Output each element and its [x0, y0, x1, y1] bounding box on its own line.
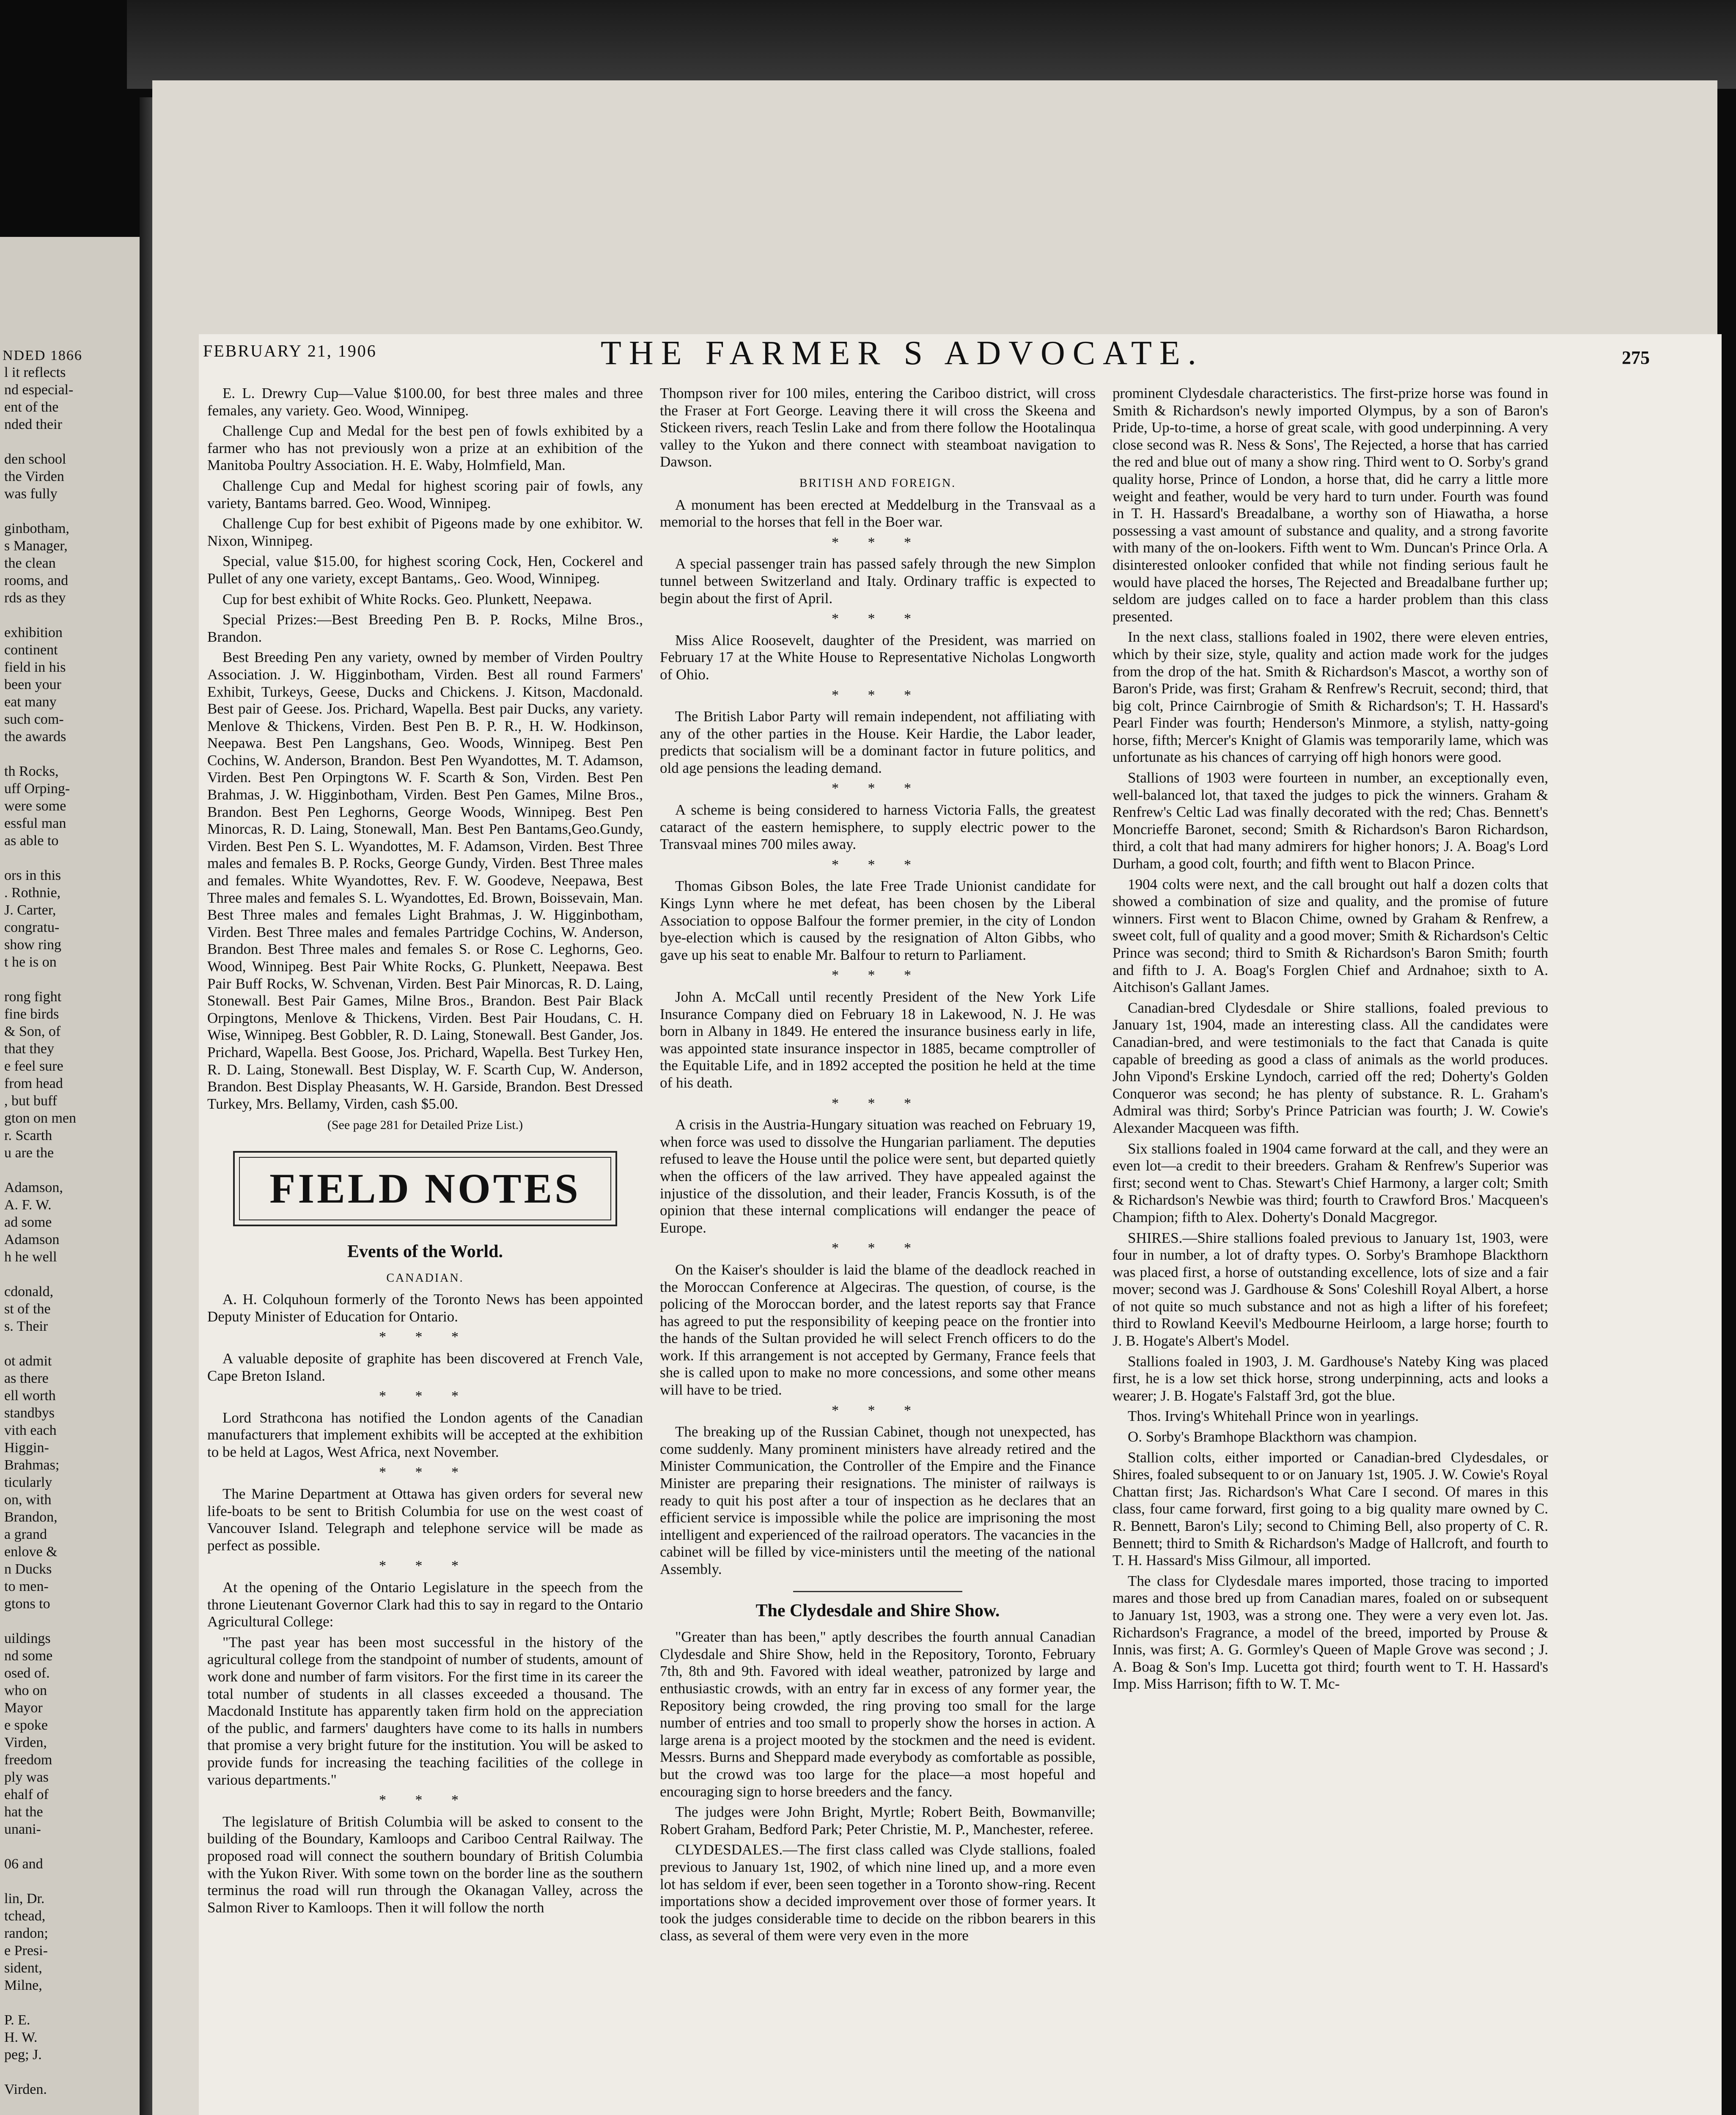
left-page-line: [0, 607, 140, 624]
left-page-line: Brandon,: [4, 1509, 58, 1525]
left-page-line: exhibition: [4, 625, 63, 640]
separator: * * *: [832, 1402, 924, 1418]
british-foreign-heading: BRITISH AND FOREIGN.: [799, 476, 956, 490]
left-page-line: unani-: [4, 1821, 41, 1837]
separator: * * *: [379, 1329, 471, 1345]
news-item: John A. McCall until recently President of the New York Life Insurance Company died on February 18 in Lakewood, N. J. He was born in Albany in 1849. He entered the insurance business early in life, was appointed state insurance inspector in 1885, became comptroller of the Equitable Life, and in 1892 accepted the position he held at the time of his death.: [660, 989, 1096, 1091]
paragraph: Challenge Cup and Medal for the best pen of fowls exhibited by a farmer who has not previously won a prize at an exhibition of the Manitoba Poultry Association. H. E. Waby, Holmfield, Man.: [207, 423, 643, 474]
left-page-line: [0, 433, 140, 450]
separator: * * *: [379, 1558, 471, 1574]
left-page-line: nded their: [4, 417, 62, 432]
left-page-line: gtons to: [4, 1596, 50, 1612]
left-page-line: essful man: [4, 816, 66, 831]
separator: * * *: [379, 1464, 471, 1480]
news-item: A special passenger train has passed safely through the new Simplon tunnel between Switzerland and Italy. Ordinary traffic is expected to begin about the first of April.: [660, 555, 1096, 607]
paragraph: Six stallions foaled in 1904 came forward at the call, and they were an even lot—a credit to their breeders. Graham & Renfrew's Superior was first; second went to Chas. Stewart's Chief Harmony, a larger colt; Smith & Richardson's Newbie was third; fourth to Crawford Bros.' Macqueen's Champion; fifth to Alex. Doherty's Donald Macgregor.: [1112, 1140, 1548, 1225]
paragraph: O. Sorby's Bramhope Blackthorn was champion.: [1128, 1428, 1417, 1445]
news-item: A valuable deposite of graphite has been discovered at French Vale, Cape Breton Island.: [207, 1350, 643, 1384]
left-page-line: continent: [4, 642, 58, 658]
left-page-line: sident,: [4, 1960, 42, 1976]
paragraph: Best Breeding Pen any variety, owned by member of Virden Poultry Association. J. W. Higginbotham, Virden. Best all round Farmers' Exhibit, Turkeys, Geese, Ducks and Chickens. J. Kitson, Macdonald. Best pair of Geese. Jos. Prichard, Wapella. Best pair Ducks, any variety. Menlove & Thickens, Virden. Best Pen B. P. R., H. W. Hodkinson, Neepawa. Best Pen Langshans, Geo. Woods, Winnipeg. Best Pen Cochins, W. Anderson, Brandon. Best Pen Wyandottes, M. T. Adamson, Virden. Best Pen Orpingtons W. F. Scarth & Son, Virden. Best Pen Brahmas, J. W. Higginbotham, Virden. Best Pen Games, Milne Bros., Brandon. Best Pen Leghorns, George Woods, Winnipeg. Best Pen Minorcas, R. D. Laing, Stonewall, Man. Best Pen Bantams,Geo.Gundy, Virden. Best Pen S. L. Wyandottes, M. F. Adamson, Virden. Best Three males and females B. P. Rocks, George Gundy, Virden. Best Three males and females. White Wyandottes, Rev. F. W. Goodeve, Neepawa, Best Three males and females S. L. Wyandottes, Ed. Brown, Boissevain, Man. Best Three males and females Light Brahmas, J. W. Higginbotham, Virden. Best Three males and females Partridge Cochins, W. Anderson, Brandon. Best Three males and females S. or Rose C. Leghorns, Geo. Wood, Winnipeg. Best Pair White Rocks, G. Plunkett, Neepawa. Best Pair Buff Rocks, W. Schvenan, Virden. Best Pair Minorcas, R. D. Laing, Stonewall. Best Pair Games, Milne Bros., Brandon. Best Pair Black Orpingtons, Menlove & Thickens, Virden. Best Pair Houdans, C. H. Wise, Winnipeg. Best Gobbler, R. D. Laing, Stonewall. Best Gander, Jos. Prichard, Wapella. Best Goose, Jos. Prichard, Wapella. Best Turkey Hen, R. D. Laing, Stonewall. Best Display, W. F. Scarth Cup, W. Anderson, Brandon. Best Display Pheasants, W. H. Garside, Brandon. Best Dressed Turkey, Mrs. Bellamy, Virden, cash $5.00.: [207, 649, 643, 1112]
left-page-line: Milne,: [4, 1978, 42, 1993]
paragraph: Special, value $15.00, for highest scoring Cock, Hen, Cockerel and Pullet of any one variety, except Bantams,. Geo. Wood, Winnipeg.: [207, 553, 643, 587]
separator: * * *: [832, 780, 924, 797]
left-page-line: [0, 971, 140, 988]
left-page-line: were some: [4, 798, 66, 814]
left-page-line: th Rocks,: [4, 764, 59, 779]
left-page-line: [0, 503, 140, 520]
left-page-line: 06 and: [4, 1856, 43, 1872]
left-page-line: the awards: [4, 729, 66, 744]
news-item: "The past year has been most successful in the history of the agricultural college from the standpoint of number of students, amount of work done and number of farm visitors. For the first time in its career the total number of students in all classes exceeded a thousand. The Macdonald Institute has apparently taken firm hold on the appreciation of the public, and farmers' daughters have come to its halls in numbers that promise a very bright future for the institution. You will be asked to provide funds for increasing the teaching facilities of the college in various departments.": [207, 1634, 643, 1788]
section-rule: [793, 1591, 962, 1592]
paragraph: 1904 colts were next, and the call brought out half a dozen colts that showed a combination of size and quality, and the promise of future winners. First went to Blacon Chime, owned by Graham & Renfrew, a sweet colt, full of quality and a good mover; Smith & Richardson's Celtic Prince was second; third to Smith & Richardson's Baron Smith; fourth and fifth to J. A. Boag's Forglen Chief and Ardnahoe; sixth to A. Aitchison's Gallant James.: [1112, 876, 1548, 996]
left-page-line: eat many: [4, 694, 57, 710]
left-page-line: P. E.: [4, 2012, 30, 2028]
left-page-line: was fully: [4, 486, 58, 502]
left-page-line: e spoke: [4, 1717, 48, 1733]
news-item: A monument has been erected at Meddelburg in the Transvaal as a memorial to the horses that fell in the Boer war.: [660, 496, 1096, 530]
left-page-line: the clean: [4, 555, 56, 571]
left-page-line: that they: [4, 1041, 55, 1057]
left-page-line: rooms, and: [4, 573, 69, 588]
left-page-line: [0, 1266, 140, 1283]
left-page-line: A. F. W.: [4, 1197, 52, 1213]
left-page-line: Adamson,: [4, 1180, 63, 1195]
left-page-line: e feel sure: [4, 1058, 63, 1074]
left-page-line: tchead,: [4, 1908, 46, 1924]
news-item: The breaking up of the Russian Cabinet, though not unexpected, has come suddenly. Many prominent ministers have already retired and the Minister Communication, the Controller of the Empire and the Finance Minister are preparing their resignations. The minister of railways is ready to quit his post after a tour of inspection as he declares that an efficient service is impossible while the police are imprisoning the most intelligent and experienced of the railroad operators. The vacancies in the cabinet will be filled by vice-ministers until the meeting of the national Assembly.: [660, 1423, 1096, 1577]
issue-date: FEBRUARY 21, 1906: [203, 341, 377, 360]
news-item: Miss Alice Roosevelt, daughter of the President, was married on February 17 at the White House to Representative Nicholas Longworth of Ohio.: [660, 632, 1096, 683]
left-page-line: ell worth: [4, 1388, 56, 1404]
left-page-line: ad some: [4, 1214, 52, 1230]
paragraph: "Greater than has been," aptly describes the fourth annual Canadian Clydesdale and Shire Show, held in the Repository, Toronto, February 7th, 8th and 9th. Favored with ideal weather, patronized by large and enthusiastic crowds, with an entry far in excess of any former year, the Repository being crowded, the ring proving too small for the large number of entries and too small to properly show the horses in action. A large arena is a project mooted by the stockmen and the need is evident. Messrs. Burns and Sheppard made everybody as comfortable as possible, but the crowd was too large for the place—a most hopeful and encouraging sign to horse breeders and the fancy.: [660, 1629, 1096, 1800]
news-item: At the opening of the Ontario Legislature in the speech from the throne Lieutenant Governor Clark had this to say in regard to the Ontario Agricultural College:: [207, 1579, 643, 1630]
paragraph: Cup for best exhibit of White Rocks. Geo. Plunkett, Neepawa.: [222, 591, 592, 607]
news-item: Lord Strathcona has notified the London agents of the Canadian manufacturers that implement exhibits will be accepted at the exhibition to be held at Lagos, West Africa, next November.: [207, 1409, 643, 1460]
left-page-line: [0, 1612, 140, 1630]
left-page-line: osed of.: [4, 1665, 50, 1681]
left-page-line: s. Their: [4, 1318, 48, 1334]
left-page-line: show ring: [4, 937, 62, 953]
left-page-line: ginbotham,: [4, 521, 69, 536]
left-page-line: vith each: [4, 1423, 57, 1438]
left-page-line: standbys: [4, 1405, 55, 1421]
left-page-line: ehalf of: [4, 1787, 49, 1802]
paragraph: prominent Clydesdale characteristics. The first-prize horse was found in Smith & Richardson's newly imported Olympus, by a son of Baron's Pride, Up-to-time, a horse of great scale, with good underpinning. A very close second was R. Ness & Sons', The Rejected, a horse that has carried the red and blue out of many a show ring. Third went to O. Sorby's grand quality horse, Prince of London, a horse that, did he carry a little more weight and feather, would be very hard to turn under. Fourth was found in T. H. Hassard's Breadalbane, a worthy son of Hiawatha, a horse possessing a vast amount of substance and quality, and a strong favorite with many of the on-lookers. Fifth went to Wm. Duncan's Prince Orla. A disinterested onlooker confided that while not finding serious fault he would have placed the horses, The Rejected and Breadalbane further up; seldom are judges called on to face a harder problem than this class presented.: [1112, 385, 1548, 625]
separator: * * *: [832, 687, 924, 703]
left-page-line: cdonald,: [4, 1284, 54, 1299]
left-page-fragment: [0, 237, 140, 2115]
left-page-line: ors in this: [4, 868, 61, 883]
column-3: [1112, 385, 1548, 1696]
left-page-line: [0, 1335, 140, 1352]
left-page-line: t he is on: [4, 954, 57, 970]
news-item: The British Labor Party will remain independent, not affiliating with any of the other parties in the House. Keir Hardie, the Labor leader, predicts that socialism will be a dominant factor in future politics, and old age pensions the leading demand.: [660, 708, 1096, 776]
left-page-line: Adamson: [4, 1232, 60, 1247]
left-page-line: st of the: [4, 1301, 51, 1317]
left-page-line: as able to: [4, 833, 59, 849]
paragraph: The judges were John Bright, Myrtle; Robert Beith, Bowmanville; Robert Graham, Bedford Park; Peter Christie, M. P., Manchester, referee.: [660, 1804, 1096, 1838]
news-item: A scheme is being considered to harness Victoria Falls, the greatest cataract of the eastern hemisphere, to supply electric power to the Transvaal mines 700 miles away.: [660, 802, 1096, 853]
left-page-line: Virden.: [4, 2082, 47, 2097]
left-page-line: den school: [4, 451, 66, 467]
left-page-text: [0, 364, 140, 2115]
column-1: [207, 385, 643, 1920]
paragraph: Challenge Cup and Medal for highest scoring pair of fowls, any variety, Bantams barred. Geo. Wood, Winnipeg.: [207, 477, 643, 511]
left-page-line: fine birds: [4, 1006, 59, 1022]
separator: * * *: [832, 611, 924, 627]
left-page-line: rong fight: [4, 989, 62, 1005]
left-page-line: [0, 745, 140, 763]
left-page-line: h he well: [4, 1249, 57, 1265]
paragraph: Special Prizes:—Best Breeding Pen B. P. Rocks, Milne Bros., Brandon.: [207, 611, 643, 645]
left-page-line: who on: [4, 1683, 47, 1698]
news-item: A crisis in the Austria-Hungary situation was reached on February 19, when force was used to dissolve the Hungarian parliament. The deputies refused to leave the House until the police were sent, but departed quietly when the officers of the law arrived. They have appealed against the injustice of the dissolution, and their leader, Francis Kossuth, is of the opinion that these internal complications will endanger the peace of Europe.: [660, 1116, 1096, 1236]
left-page-line: been your: [4, 677, 62, 692]
left-page-line: enlove &: [4, 1544, 58, 1560]
left-page-line: ticularly: [4, 1475, 52, 1490]
left-page-line: as there: [4, 1371, 49, 1386]
left-page-line: ent of the: [4, 399, 59, 415]
events-heading: Events of the World.: [347, 1242, 503, 1261]
paper-title: THE FARMER S ADVOCATE.: [601, 335, 1204, 372]
paragraph: Canadian-bred Clydesdale or Shire stallions, foaled previous to January 1st, 1904, made an interesting class. All the candidates were Canadian-bred, and were testimonials to the fact that Canada is quite capable of breeding as good a class of animals as the world produces. John Vipond's Erskine Lyndoch, carried off the red; Doherty's Golden Conqueror was second; he has plenty of substance. R. L. Graham's Admiral was third; Sorby's Prince Patrician was fourth; J. W. Cowie's Alexander Macqueen was fifth.: [1112, 999, 1548, 1136]
prize-list-note: (See page 281 for Detailed Prize List.): [327, 1118, 523, 1132]
left-page-line: uff Orping-: [4, 781, 70, 797]
left-page-line: the Virden: [4, 469, 64, 484]
scan-top-edge: [127, 0, 1736, 89]
left-page-line: from head: [4, 1076, 63, 1091]
left-page-line: J. Carter,: [4, 902, 56, 918]
left-page-line: peg; J.: [4, 2047, 42, 2063]
left-page-line: r. Scarth: [4, 1128, 52, 1143]
paragraph: Stallions of 1903 were fourteen in number, an exceptionally even, well-balanced lot, that taxed the judges to pick the winners. Graham & Renfrew's Celtic Lad was finally decorated with the red; Chas. Bennett's Moncrieffe Baronet, second; Smith & Richardson's Baron Richardson, third, a colt that had many admirers for higher honors; J. A. Boag's Lord Durham, a good colt, fourth; and fifth went to Blacon Prince.: [1112, 769, 1548, 872]
left-page-line: nd some: [4, 1648, 53, 1664]
left-page-line: on, with: [4, 1492, 52, 1508]
show-heading: The Clydesdale and Shire Show.: [755, 1601, 1000, 1621]
left-page-line: [0, 849, 140, 867]
canadian-heading: CANADIAN.: [386, 1271, 464, 1285]
separator: * * *: [832, 1240, 924, 1256]
left-page-line: . Rothnie,: [4, 885, 61, 901]
paragraph: The class for Clydesdale mares imported, those tracing to imported mares and those bred up from Canadian mares, foaled on or subsequent to January 1st, 1903, was a strong one. They were a very even lot. Jas. Richardson's Fragrance, a model of the breed, imported by Prouse & Innis, was first; A. G. Gormley's Queen of Maple Grove was second ; J. A. Boag & Son's Imp. Lucetta got third; fourth went to T. H. Hassard's Imp. Miss Harrison; fifth to W. T. Mc-: [1112, 1572, 1548, 1692]
left-page-line: uildings: [4, 1631, 51, 1646]
left-page-line: freedom: [4, 1752, 52, 1768]
left-page-line: nd especial-: [4, 382, 74, 398]
left-page-line: Higgin-: [4, 1440, 49, 1456]
paragraph: Stallion colts, either imported or Canadian-bred Clydesdales, or Shires, foaled subsequent to or on January 1st, 1905. J. W. Cowie's Royal Chattan first; Jas. Richardson's What Care I second. Of mares in this class, four came forward, first going to a big quality mare owned by C. R. Bennett, Baron's Lily; second to Chiming Bell, also property of C. R. Bennett; third to Smith & Richardson's Madge of Hallcroft, and fourth to T. H. Hassard's Miss Gilmour, all imported.: [1112, 1449, 1548, 1569]
left-page-line: Brahmas;: [4, 1457, 60, 1473]
paragraph: E. L. Drewry Cup—Value $100.00, for best three males and three females, any variety. Geo. Wood, Winnipeg.: [207, 385, 643, 419]
left-page-line: Virden,: [4, 1735, 47, 1750]
news-item: On the Kaiser's shoulder is laid the blame of the deadlock reached in the Moroccan Conference at Algeciras. The question, of course, is the policing of the Moroccan border, and the latest reports say that France has agreed to put the responsibility of keeping peace on the frontier into the hands of the Sultan provided he will select French officers to do the work. If this arrangement is not accepted by Germany, France feels that she is called upon to make no more concessions, and some other means will have to be tried.: [660, 1261, 1096, 1398]
separator: * * *: [832, 534, 924, 550]
left-page-line: [0, 2098, 140, 2115]
left-page-line: hat the: [4, 1804, 43, 1820]
separator: * * *: [379, 1388, 471, 1404]
left-page-line: s Manager,: [4, 538, 68, 554]
left-page-line: randon;: [4, 1925, 48, 1941]
paragraph: In the next class, stallions foaled in 1902, there were eleven entries, which by their size, style, quality and action made work for the judges from the drop of the hat. Smith & Richardson's Mascot, a worthy son of Baron's Pride, was first; Graham & Renfrew's Recruit, second; third, that big colt, Prince Cairnbrogie of Smith & Richardson's; T. H. Hassard's Pearl Finder was fourth; Henderson's Minmore, a stylish, natty-going horse, fifth; Mercer's Knight of Glamis was temporarily lame, which was unfortunate as his chances of carrying off high honors were good.: [1112, 629, 1548, 766]
left-page-line: ot admit: [4, 1353, 52, 1369]
news-item: Thomas Gibson Boles, the late Free Trade Unionist candidate for Kings Lynn where he met defeat, has been chosen by the Liberal Association to oppose Balfour the former premier, in the city of London bye-election which is caused by the resignation of Alton Gibbs, who gave up his seat to enable Mr. Balfour to return to Parliament.: [660, 878, 1096, 963]
paragraph: Challenge Cup for best exhibit of Pigeons made by one exhibitor. W. Nixon, Winnipeg.: [207, 515, 643, 549]
left-page-line: a grand: [4, 1527, 47, 1542]
field-notes-banner: [233, 1151, 617, 1226]
left-page-line: rds as they: [4, 590, 66, 606]
left-page-line: gton on men: [4, 1110, 76, 1126]
news-item: The Marine Department at Ottawa has given orders for several new life-boats to be sent to British Columbia for use on the west coast of Vancouver Island. Telegraph and telephone service will be made as perfect as possible.: [207, 1486, 643, 1554]
left-page-line: [0, 1994, 140, 2011]
page-number: 275: [1622, 347, 1650, 368]
left-page-line: u are the: [4, 1145, 54, 1161]
paragraph: Thompson river for 100 miles, entering the Cariboo district, will cross the Fraser at Fort George. Leaving there it will cross the Skeena and Stickeen rivers, reach Teslin Lake and from there follow the Hootalinqua valley to the Yukon and there connect with steamboat navigation to Dawson.: [660, 385, 1096, 470]
left-page-line: H. W.: [4, 2030, 38, 2045]
left-page-line: to men-: [4, 1579, 49, 1594]
left-page-line: lin, Dr.: [4, 1891, 45, 1906]
field-notes-title: FIELD NOTES: [269, 1165, 581, 1212]
paragraph: Thos. Irving's Whitehall Prince won in yearlings.: [1128, 1408, 1419, 1425]
left-page-line: ply was: [4, 1769, 49, 1785]
news-item: The legislature of British Columbia will be asked to consent to the building of the Boundary, Kamloops and Cariboo Central Railway. The proposed road will connect the southern boundary of British Columbia with the Yukon River. With some town on the border line as the southern terminus the road will run through the Okanagan Valley, across the Salmon River to Kamloops. Then it will follow the north: [207, 1813, 643, 1916]
masthead: [203, 334, 1650, 389]
left-page-line: Mayor: [4, 1700, 43, 1716]
left-page-line: n Ducks: [4, 1561, 52, 1577]
left-page-line: , but buff: [4, 1093, 57, 1109]
separator: * * *: [832, 1095, 924, 1111]
separator: * * *: [379, 1792, 471, 1808]
left-page-line: [0, 2063, 140, 2081]
left-page-line: field in his: [4, 659, 66, 675]
separator: * * *: [832, 857, 924, 873]
separator: * * *: [832, 967, 924, 983]
left-page-line: l it reflects: [4, 365, 66, 380]
left-page-line: [0, 1838, 140, 1855]
news-item: A. H. Colquhoun formerly of the Toronto News has been appointed Deputy Minister of Education for Ontario.: [207, 1291, 643, 1325]
column-2: [660, 385, 1096, 1948]
paragraph: Stallions foaled in 1903, J. M. Gardhouse's Nateby King was placed first, he is a low set thick horse, strong underpinning, acts and looks a wearer; J. B. Hogate's Falstaff 3rd, got the blue.: [1112, 1353, 1548, 1404]
left-page-line: e Presi-: [4, 1943, 48, 1958]
paragraph: SHIRES.—Shire stallions foaled previous to January 1st, 1903, were four in number, a lot of drafty types. O. Sorby's Bramhope Blackthorn was placed first, a horse of outstanding excellence, lots of size and a fair mover; second was J. Gardhouse & Sons' Coleshill Royal Albert, a horse of not quite so much substance and not as high a lifter of his forefeet; third to Rowland Keevil's Medbourne Heirloom, a large horse; fourth to J. B. Hogate's Albert's Model.: [1112, 1229, 1548, 1349]
left-page-header: NDED 1866: [3, 348, 82, 363]
left-page-line: [0, 1162, 140, 1179]
paragraph: CLYDESDALES.—The first class called was Clyde stallions, foaled previous to January 1st, 1902, of which nine lined up, and a more even lot has seldom if ever, been seen together in a Toronto show-ring. Recent importations show a decided improvement over those of former years. It took the judges considerable time to decide on the ribbon bearers in this class, as several of them were very even in the more: [660, 1841, 1096, 1944]
left-page-line: & Son, of: [4, 1024, 61, 1039]
left-page-line: such com-: [4, 711, 64, 727]
left-page-line: congratu-: [4, 920, 60, 935]
left-page-line: [0, 1873, 140, 1890]
